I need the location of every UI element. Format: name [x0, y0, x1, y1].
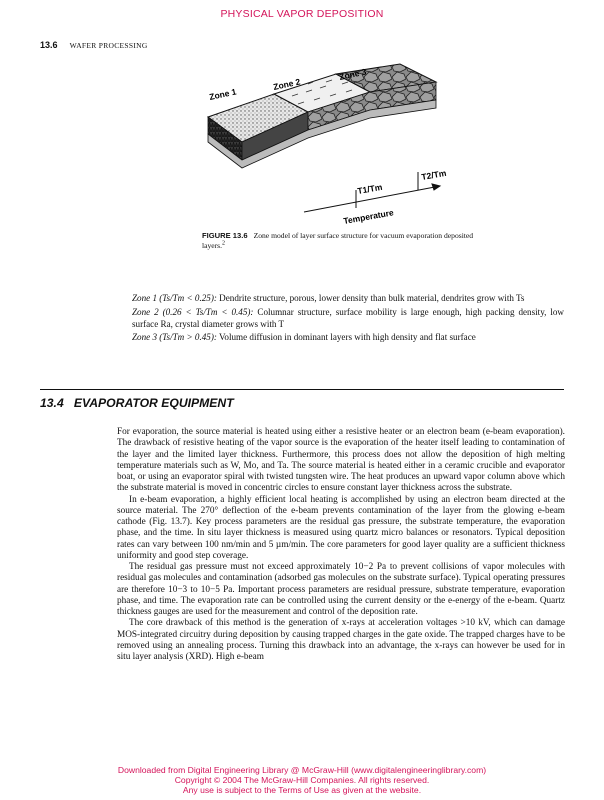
figure-caption: [202, 231, 492, 251]
footer-line-copyright: Copyright © 2004 The McGraw-Hill Companies. All rights reserved.: [174, 775, 430, 786]
running-head: [40, 40, 148, 50]
caption-ref: 2: [222, 240, 226, 247]
page-banner: PHYSICAL VAPOR DEPOSITION: [220, 8, 384, 20]
zone-label: Zone 2 (0.26 < Ts/Tm < 0.45):: [132, 306, 254, 317]
label-t2: T2/Tm: [420, 167, 447, 182]
paragraph: The residual gas pressure must not exceed approximately 10−2 Pa to prevent collisions of vapor molecules with residual gas molecules and contamination (adsorbed gas molecules on the substrate surface). Typical operating pressures are therefore 10−3 to 10−5 Pa. Important process parameters are residual pressure, substrate temperature, evaporation phase, and time. The evaporation rate can be controlled using the current density or the e-energy of the e-beam. Quartz thickness gauges are used for the measurement and control of the deposition rate.: [117, 562, 565, 617]
label-zone3: Zone 3: [338, 66, 368, 82]
zone-label: Zone 1 (Ts/Tm < 0.25):: [132, 293, 217, 303]
zone-text: Dendrite structure, porous, lower density than bulk material, dendrites grow with Ts: [219, 293, 525, 303]
download-footer: [0, 765, 604, 796]
footer-line-terms: Any use is subject to the Terms of Use as given at the website.: [182, 785, 422, 796]
label-zone1: Zone 1: [208, 86, 238, 102]
label-t1: T1/Tm: [356, 181, 383, 196]
zone-model-figure: [196, 62, 468, 230]
zone-item-1: [132, 293, 564, 305]
paragraph: In e-beam evaporation, a highly efficient local heating is accomplished by using an electron beam directed at the source material. The 270° deflection of the e-beam prevents contamination of the layer from the glowing e-beam cathode (Fig. 13.7). Key process parameters are the residual gas pressure, the substrate temperature, the evaporation phase, and the time. In situ layer thickness is measured using quartz micro balances or resonators. Typical deposition rates can vary between 100 nm/min and 5 µm/min. The core parameters for good layer quality are a sufficient thickness uniformity and good step coverage.: [117, 494, 565, 561]
page-number: 13.6: [40, 40, 58, 50]
paragraph: For evaporation, the source material is heated using either a resistive heater or an electron beam (e-beam evaporation). The drawback of resistive heating of the vapor source is the evaporation of the heater itself leading to contamination of the layer and the limited layer thickness. Furthermore, this process does not allow the deposition of high melting temperature materials such as W, Mo, and Ta. The source material is heated either in a ceramic crucible and evaporator boat, or using an evaporator spiral with twisted tungsten wire. The heat produces an upward vapor column above which the substrate material is moved in concentric circles to ensure constant layer thickness across the substrate.: [117, 427, 565, 494]
zone-text: Columnar structure, surface mobility is large enough, high packing density, low surface Ra, crystal diameter grows with T: [132, 306, 564, 329]
caption-text: Zone model of layer surface structure for vacuum evaporation deposited layers.: [202, 231, 474, 250]
section-rule: [40, 389, 564, 390]
zone-item-3: [132, 332, 564, 344]
zone-item-2: [132, 307, 564, 331]
section-heading: 13.4 EVAPORATOR EQUIPMENT: [40, 396, 234, 410]
label-temperature: Temperature: [342, 207, 395, 226]
zone-label: Zone 3 (Ts/Tm > 0.45):: [132, 332, 217, 343]
zone-text: Volume diffusion in dominant layers with high density and flat surface: [219, 332, 476, 343]
caption-label: FIGURE 13.6: [202, 231, 248, 240]
label-zone2: Zone 2: [272, 76, 302, 92]
body-text: [117, 427, 565, 663]
chapter-title: WAFER PROCESSING: [69, 41, 148, 50]
zone-list: [132, 293, 564, 346]
footer-line-download[interactable]: Downloaded from Digital Engineering Library @ McGraw-Hill (www.digitalengineeringlibrary.com): [117, 765, 487, 775]
paragraph: The core drawback of this method is the generation of x-rays at acceleration voltages >10 kV, which can damage MOS-integrated circuitry during deposition by causing trapped charges in the gate oxide. The trapped charges have to be removed using an annealing process. Turning this drawback into an advantage, the x-rays can however be used for in situ layer analysis (XRD). High e-beam: [117, 618, 565, 662]
